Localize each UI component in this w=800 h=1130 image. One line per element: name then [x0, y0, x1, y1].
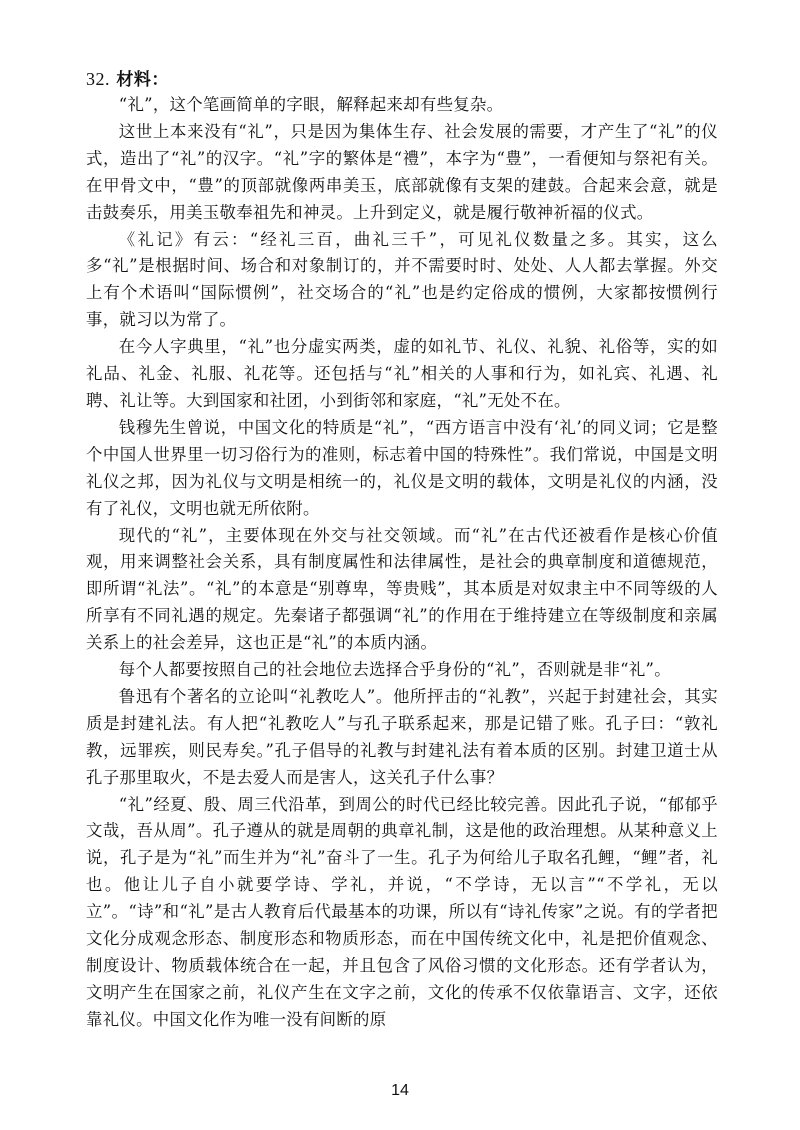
question-number: 32. — [86, 69, 110, 89]
question-heading — [86, 64, 169, 95]
paragraph: 这世上本来没有“礼”，只是因为集体生存、社会发展的需要，才产生了“礼”的仪式，造出了“礼”的汉字。“礼”字的繁体是“禮”，本字为“豊”，一看便知与祭祀有关。在甲骨文中，“豊”的顶部就像两串美玉，底部就像有支架的建鼓。合起来会意，就是击鼓奏乐，用美玉敬奉祖先和神灵。上升到定义，就是履行敬神祈福的仪式。 — [86, 121, 718, 222]
paragraph: “礼”经夏、殷、周三代沿革，到周公的时代已经比较完善。因此孔子说，“郁郁乎文哉，吾从周”。孔子遵从的就是周朝的典章礼制，这是他的政治理想。从某种意义上说，孔子是为“礼”而生并为“礼”奋斗了一生。孔子为何给儿子取名孔鲤，“鲤”者，礼也。他让儿子自小就要学诗、学礼，并说，“不学诗，无以言”“不学礼，无以立”。“诗”和“礼”是古人教育后代最基本的功课，所以有“诗礼传家”之说。有的学者把文化分成观念形态、制度形态和物质形态，而在中国传统文化中，礼是把价值观念、制度设计、物质载体统合在一起，并且包含了风俗习惯的文化形态。还有学者认为，文明产生在国家之前，礼仪产生在文字之前，文化的传承不仅依靠语言、文字，还依靠礼仪。中国文化作为唯一没有间断的原 — [86, 794, 718, 1029]
paragraph: 《礼记》有云：“经礼三百，曲礼三千”，可见礼仪数量之多。其实，这么多“礼”是根据时间、场合和对象制订的，并不需要时时、处处、人人都去掌握。外交上有个术语叫“国际惯例”，社交场合的“礼”也是约定俗成的惯例，大家都按惯例行事，就习以为常了。 — [86, 229, 718, 330]
paragraph: 现代的“礼”，主要体现在外交与社交领域。而“礼”在古代还被看作是核心价值观，用来调整社会关系，具有制度属性和法律属性，是社会的典章制度和道德规范，即所谓“礼法”。“礼”的本意是“别尊卑，等贵贱”，其本质是对奴隶主中不同等级的人所享有不同礼遇的规定。先秦诸子都强调“礼”的作用在于维持建立在等级制度和亲属关系上的社会差异，这也正是“礼”的本质内涵。 — [86, 525, 718, 653]
paragraph: 鲁迅有个著名的立论叫“礼教吃人”。他所抨击的“礼教”，兴起于封建社会，其实质是封建礼法。有人把“礼教吃人”与孔子联系起来，那是记错了账。孔子曰：“敦礼教，远罪疾，则民寿矣。”孔子倡导的礼教与封建礼法有着本质的区别。封建卫道士从孔子那里取火，不是去爱人而是害人，这关孔子什么事？ — [86, 686, 718, 787]
material-body — [86, 92, 718, 1034]
paragraph: 每个人都要按照自己的社会地位去选择合乎身份的“礼”，否则就是非“礼”。 — [118, 660, 671, 680]
paragraph: 钱穆先生曾说，中国文化的特质是“礼”，“西方语言中没有‘礼’的同义词；它是整个中国人世界里一切习俗行为的准则，标志着中国的特殊性”。我们常说，中国是文明礼仪之邦，因为礼仪与文明是相统一的，礼仪是文明的载体，文明是礼仪的内涵，没有了礼仪，文明也就无所依附。 — [86, 417, 718, 518]
paragraph: 在今人字典里，“礼”也分虚实两类，虚的如礼节、礼仪、礼貌、礼俗等，实的如礼品、礼金、礼服、礼花等。还包括与“礼”相关的人事和行为，如礼宾、礼遇、礼聘、礼让等。大到国家和社团，小到街邻和家庭，“礼”无处不在。 — [86, 337, 718, 410]
page-number: 14 — [391, 1082, 409, 1099]
material-label: 材料： — [116, 70, 169, 90]
paragraph: “礼”，这个笔画简单的字眼，解释起来却有些复杂。 — [118, 95, 504, 114]
